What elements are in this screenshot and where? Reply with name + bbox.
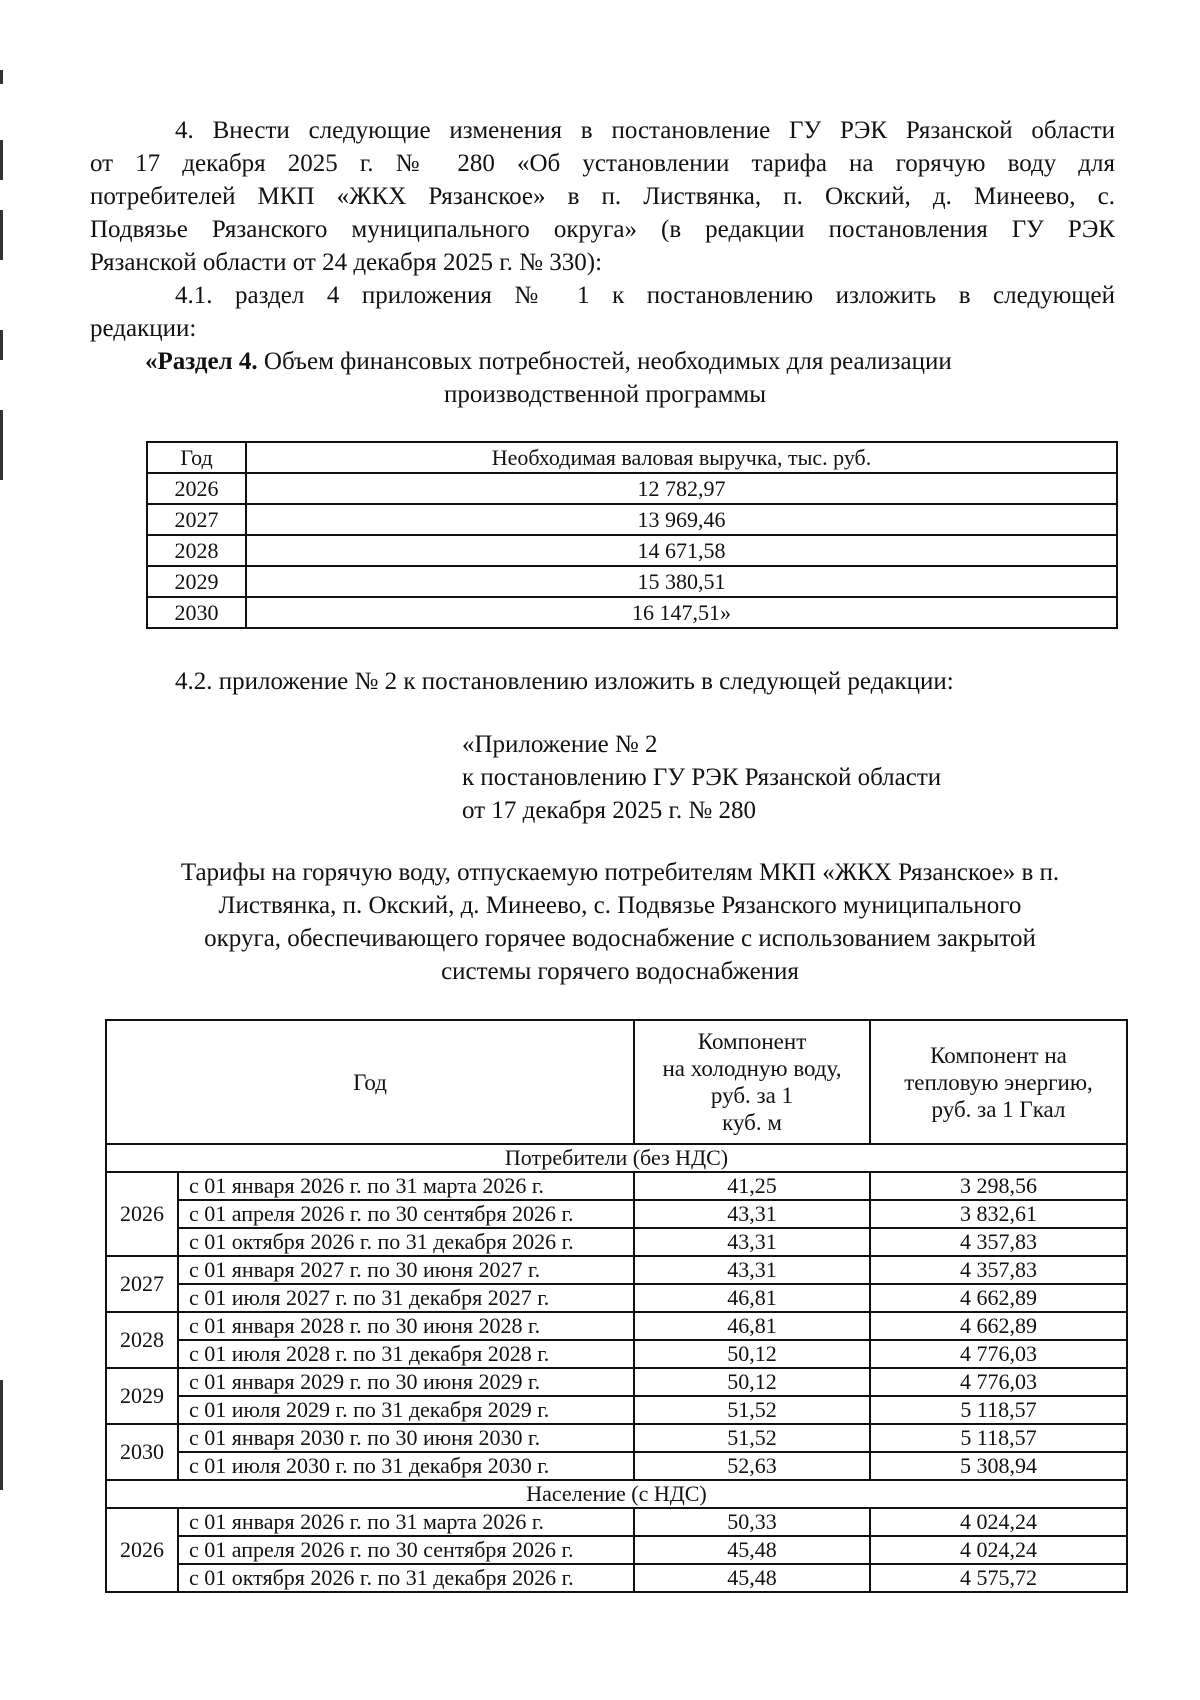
item4-line2: от 17 декабря 2025 г. № 280 «Об установлении тарифа на горячую воду для xyxy=(90,150,1115,177)
heat-value-cell: 5 308,94 xyxy=(870,1452,1127,1480)
period-cell: с 01 июля 2027 г. по 31 декабря 2027 г. xyxy=(178,1284,634,1312)
year-cell: 2028 xyxy=(147,535,246,566)
heat-value-cell: 4 662,89 xyxy=(870,1284,1127,1312)
tariffs-title-line1: Тарифы на горячую воду, отпускаемую потребителям МКП «ЖКХ Рязанское» в п. xyxy=(180,859,1060,886)
year-header: Год xyxy=(106,1020,634,1144)
revenue-cell: 13 969,46 xyxy=(246,504,1117,535)
revenue-cell: 16 147,51» xyxy=(246,597,1117,628)
year-cell: 2027 xyxy=(147,504,246,535)
table-row xyxy=(147,535,1117,566)
table-header-row xyxy=(147,442,1117,473)
period-cell: с 01 апреля 2026 г. по 30 сентября 2026 г. xyxy=(178,1200,634,1228)
section4-label: «Раздел 4. xyxy=(145,348,258,375)
year-cell: 2026 xyxy=(106,1172,178,1256)
heat-value-cell: 4 776,03 xyxy=(870,1340,1127,1368)
table-row xyxy=(106,1312,1127,1340)
cold-value-cell: 46,81 xyxy=(634,1312,870,1340)
heat-value-cell: 4 024,24 xyxy=(870,1536,1127,1564)
cold-value-cell: 45,48 xyxy=(634,1536,870,1564)
heat-value-cell: 4 357,83 xyxy=(870,1256,1127,1284)
period-cell: с 01 октября 2026 г. по 31 декабря 2026 г. xyxy=(178,1228,634,1256)
revenue-table xyxy=(146,441,1118,629)
table-row xyxy=(106,1452,1127,1480)
table-row xyxy=(106,1368,1127,1396)
period-cell: с 01 апреля 2026 г. по 30 сентября 2026 г. xyxy=(178,1536,634,1564)
cold-header-line: на холодную воду, xyxy=(662,1056,842,1081)
cold-value-cell: 50,12 xyxy=(634,1368,870,1396)
scan-edge-mark xyxy=(0,330,3,360)
heat-value-cell: 4 662,89 xyxy=(870,1312,1127,1340)
tariffs-title-line2: Листвянка, п. Окский, д. Минеево, с. Подвязье Рязанского муниципального xyxy=(218,892,1022,919)
item4-line1: 4. Внести следующие изменения в постановление ГУ РЭК Рязанской области xyxy=(175,117,1115,144)
cold-value-cell: 41,25 xyxy=(634,1172,870,1200)
period-cell: с 01 июля 2030 г. по 31 декабря 2030 г. xyxy=(178,1452,634,1480)
year-cell: 2030 xyxy=(106,1424,178,1480)
heat-value-cell: 5 118,57 xyxy=(870,1396,1127,1424)
item4-line3: потребителей МКП «ЖКХ Рязанское» в п. Листвянка, п. Окский, д. Минеево, с. xyxy=(90,183,1115,210)
table-row xyxy=(106,1256,1127,1284)
table-row xyxy=(147,597,1117,628)
year-cell: 2028 xyxy=(106,1312,178,1368)
year-cell: 2027 xyxy=(106,1256,178,1312)
revenue-cell: 15 380,51 xyxy=(246,566,1117,597)
period-cell: с 01 января 2029 г. по 30 июня 2029 г. xyxy=(178,1368,634,1396)
table-row xyxy=(106,1564,1127,1592)
cold-value-cell: 52,63 xyxy=(634,1452,870,1480)
table-row xyxy=(106,1172,1127,1200)
year-cell: 2030 xyxy=(147,597,246,628)
year-cell: 2029 xyxy=(147,566,246,597)
cold-value-cell: 46,81 xyxy=(634,1284,870,1312)
revenue-cell: 14 671,58 xyxy=(246,535,1117,566)
cold-value-cell: 51,52 xyxy=(634,1424,870,1452)
table-row xyxy=(147,504,1117,535)
year-cell: 2029 xyxy=(106,1368,178,1424)
period-cell: с 01 октября 2026 г. по 31 декабря 2026 г. xyxy=(178,1564,634,1592)
tariffs-title-line3: округа, обеспечивающего горячее водоснабжение с использованием закрытой xyxy=(204,925,1036,952)
table-row xyxy=(147,566,1117,597)
heat-value-cell: 3 298,56 xyxy=(870,1172,1127,1200)
item41-line1: 4.1. раздел 4 приложения № 1 к постановлению изложить в следующей xyxy=(175,282,1115,309)
cold-value-cell: 51,52 xyxy=(634,1396,870,1424)
heat-value-cell: 4 575,72 xyxy=(870,1564,1127,1592)
period-cell: с 01 января 2028 г. по 30 июня 2028 г. xyxy=(178,1312,634,1340)
item4-line4: Подвязье Рязанского муниципального округа» (в редакции постановления ГУ РЭК xyxy=(90,216,1115,243)
section4-title-line1 xyxy=(145,346,952,379)
table-header-cell: Необходимая валовая выручка, тыс. руб. xyxy=(246,442,1117,473)
period-cell: с 01 июля 2028 г. по 31 декабря 2028 г. xyxy=(178,1340,634,1368)
table-row xyxy=(106,1340,1127,1368)
cold-value-cell: 43,31 xyxy=(634,1256,870,1284)
section-row xyxy=(106,1144,1127,1172)
period-cell: с 01 января 2026 г. по 31 марта 2026 г. xyxy=(178,1508,634,1536)
period-cell: с 01 января 2027 г. по 30 июня 2027 г. xyxy=(178,1256,634,1284)
table-row xyxy=(106,1508,1127,1536)
table-row xyxy=(106,1284,1127,1312)
appendix-line2: к постановлению ГУ РЭК Рязанской области xyxy=(462,764,942,791)
scan-edge-mark xyxy=(0,210,3,260)
table-row xyxy=(106,1228,1127,1256)
table-row xyxy=(106,1424,1127,1452)
heat-header-line: Компонент на xyxy=(930,1042,1067,1068)
section-population: Население (с НДС) xyxy=(106,1480,1127,1508)
item41-line2: редакции: xyxy=(90,315,197,342)
heat-value-cell: 4 024,24 xyxy=(870,1508,1127,1536)
period-cell: с 01 июля 2029 г. по 31 декабря 2029 г. xyxy=(178,1396,634,1424)
cold-value-cell: 43,31 xyxy=(634,1200,870,1228)
cold-value-cell: 50,33 xyxy=(634,1508,870,1536)
tariffs-title-line4: системы горячего водоснабжения xyxy=(441,958,799,985)
table-header-row xyxy=(106,1020,1127,1144)
cold-header-line: Компонент xyxy=(697,1029,807,1054)
section4-title-line2: производственной программы xyxy=(443,381,767,408)
scan-edge-mark xyxy=(0,70,3,84)
table-row xyxy=(147,473,1117,504)
table-row xyxy=(106,1200,1127,1228)
section-consumers: Потребители (без НДС) xyxy=(106,1144,1127,1172)
cold-header-line: руб. за 1 xyxy=(710,1083,794,1108)
period-cell: с 01 января 2030 г. по 30 июня 2030 г. xyxy=(178,1424,634,1452)
year-cell: 2026 xyxy=(106,1508,178,1592)
item4-line5: Рязанской области от 24 декабря 2025 г. № 330): xyxy=(90,249,603,276)
heat-value-cell: 5 118,57 xyxy=(870,1424,1127,1452)
tariffs-table xyxy=(105,1019,1128,1593)
appendix-line3: от 17 декабря 2025 г. № 280 xyxy=(462,797,757,824)
heat-value-cell: 3 832,61 xyxy=(870,1200,1127,1228)
heat-value-cell: 4 357,83 xyxy=(870,1228,1127,1256)
cold-water-header xyxy=(634,1020,870,1144)
year-cell: 2026 xyxy=(147,473,246,504)
period-cell: с 01 января 2026 г. по 31 марта 2026 г. xyxy=(178,1172,634,1200)
cold-value-cell: 50,12 xyxy=(634,1340,870,1368)
heat-energy-header xyxy=(870,1020,1127,1144)
cold-value-cell: 43,31 xyxy=(634,1228,870,1256)
scan-edge-mark xyxy=(0,140,3,180)
heat-header-line: руб. за 1 Гкал xyxy=(931,1096,1066,1122)
table-row xyxy=(106,1396,1127,1424)
heat-value-cell: 4 776,03 xyxy=(870,1368,1127,1396)
revenue-cell: 12 782,97 xyxy=(246,473,1117,504)
scan-edge-mark xyxy=(0,1380,3,1490)
table-header-cell: Год xyxy=(147,442,246,473)
scan-edge-mark xyxy=(0,410,3,480)
item42-text: 4.2. приложение № 2 к постановлению изложить в следующей редакции: xyxy=(175,668,954,695)
table-row xyxy=(106,1536,1127,1564)
appendix-line1: «Приложение № 2 xyxy=(462,731,658,758)
section-row xyxy=(106,1480,1127,1508)
cold-value-cell: 45,48 xyxy=(634,1564,870,1592)
section4-title: Объем финансовых потребностей, необходимых для реализации xyxy=(257,348,952,375)
cold-header-line: куб. м xyxy=(722,1110,782,1135)
heat-header-line: тепловую энергию, xyxy=(904,1069,1093,1095)
